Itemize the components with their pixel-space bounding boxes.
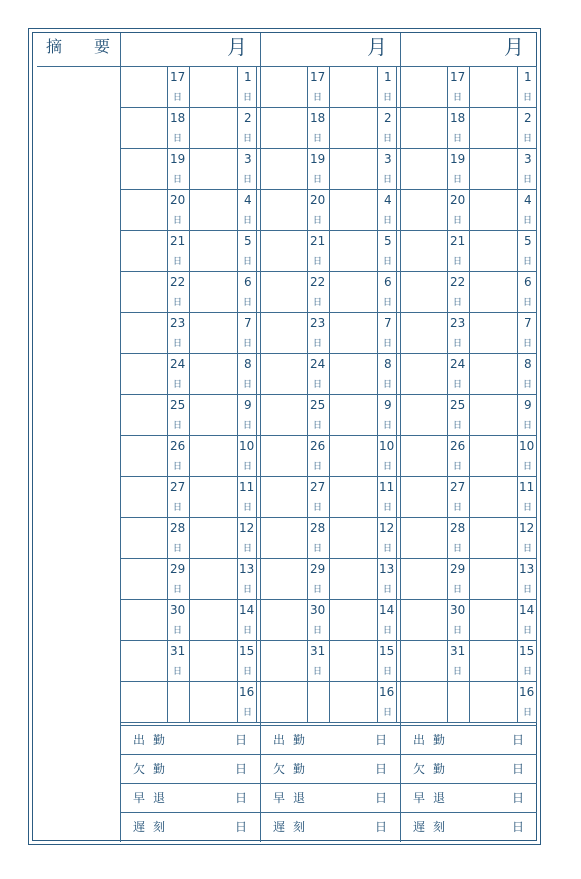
day-number: 20 (310, 193, 326, 207)
day-unit: 日 (383, 298, 393, 308)
day-number: 13 (379, 562, 395, 576)
day-unit: 日 (173, 626, 183, 636)
summary-row-rule (120, 754, 537, 755)
day-row-rule (400, 312, 537, 313)
day-row-rule (120, 640, 260, 641)
day-number: 10 (379, 439, 395, 453)
header-bottom-rule (37, 66, 537, 67)
summary-row-unit: 日 (512, 820, 525, 834)
day-number: 7 (244, 316, 252, 330)
day-unit: 日 (313, 298, 323, 308)
day-unit: 日 (523, 257, 533, 267)
day-number: 17 (170, 70, 186, 84)
day-number: 15 (379, 644, 395, 658)
day-unit: 日 (173, 585, 183, 595)
day-unit: 日 (313, 257, 323, 267)
day-unit: 日 (523, 462, 533, 472)
day-number: 6 (384, 275, 392, 289)
day-number: 25 (450, 398, 466, 412)
day-number: 27 (310, 480, 326, 494)
day-unit: 日 (383, 339, 393, 349)
day-unit: 日 (313, 216, 323, 226)
day-unit: 日 (383, 421, 393, 431)
day-number: 9 (244, 398, 252, 412)
day-number: 9 (384, 398, 392, 412)
day-unit: 日 (243, 380, 253, 390)
day-number: 4 (384, 193, 392, 207)
day-row-rule (400, 148, 537, 149)
day-row-rule (260, 230, 400, 231)
day-number: 5 (524, 234, 532, 248)
day-unit: 日 (523, 503, 533, 513)
day-row-rule (400, 394, 537, 395)
day-number: 21 (170, 234, 186, 248)
summary-row-label: 刻 (433, 820, 446, 834)
day-unit: 日 (453, 216, 463, 226)
day-unit: 日 (313, 585, 323, 595)
summary-row-unit: 日 (235, 791, 248, 805)
day-unit: 日 (453, 175, 463, 185)
summary-row-label: 刻 (153, 820, 166, 834)
day-row-rule (400, 558, 537, 559)
day-row-rule (120, 189, 260, 190)
day-row-rule (260, 517, 400, 518)
day-unit: 日 (243, 216, 253, 226)
day-number: 22 (170, 275, 186, 289)
summary-label-1: 摘 (46, 37, 63, 56)
day-unit: 日 (243, 503, 253, 513)
day-unit: 日 (173, 93, 183, 103)
day-row-rule (120, 394, 260, 395)
day-number: 11 (379, 480, 395, 494)
day-unit: 日 (523, 339, 533, 349)
day-number: 28 (170, 521, 186, 535)
day-number: 23 (450, 316, 466, 330)
day-number: 24 (450, 357, 466, 371)
day-row-rule (120, 353, 260, 354)
day-unit: 日 (383, 93, 393, 103)
day-number: 22 (450, 275, 466, 289)
day-number: 3 (384, 152, 392, 166)
day-unit: 日 (173, 175, 183, 185)
day-number: 29 (310, 562, 326, 576)
day-unit: 日 (453, 421, 463, 431)
summary-row-label: 遅 (133, 820, 146, 834)
day-number: 17 (310, 70, 326, 84)
day-number: 16 (379, 685, 395, 699)
day-number: 4 (524, 193, 532, 207)
day-number: 26 (310, 439, 326, 453)
day-number: 20 (450, 193, 466, 207)
day-unit: 日 (173, 134, 183, 144)
day-unit: 日 (383, 667, 393, 677)
day-number: 8 (524, 357, 532, 371)
day-unit: 日 (383, 134, 393, 144)
day-row-rule (400, 476, 537, 477)
day-row-rule (120, 312, 260, 313)
day-number: 26 (170, 439, 186, 453)
summary-row-label: 刻 (293, 820, 306, 834)
day-number: 24 (310, 357, 326, 371)
day-number: 19 (170, 152, 186, 166)
day-number: 11 (239, 480, 255, 494)
day-number: 10 (519, 439, 535, 453)
summary-row-label: 勤 (293, 762, 306, 776)
summary-row-unit: 日 (235, 733, 248, 747)
day-row-rule (400, 230, 537, 231)
summary-row-rule (120, 812, 537, 813)
summary-row-label: 出 (133, 733, 146, 747)
day-unit: 日 (383, 216, 393, 226)
day-unit: 日 (313, 93, 323, 103)
day-unit: 日 (243, 544, 253, 554)
day-row-rule (120, 476, 260, 477)
day-row-rule (400, 599, 537, 600)
day-number: 14 (379, 603, 395, 617)
day-number: 15 (239, 644, 255, 658)
day-number: 27 (170, 480, 186, 494)
month-label: 月 (227, 35, 247, 59)
day-row-rule (120, 107, 260, 108)
day-number: 5 (244, 234, 252, 248)
day-unit: 日 (313, 421, 323, 431)
day-unit: 日 (243, 175, 253, 185)
summary-row-label: 欠 (413, 762, 426, 776)
summary-column-rule (120, 33, 121, 842)
day-unit: 日 (383, 708, 393, 718)
day-number: 19 (310, 152, 326, 166)
day-unit: 日 (523, 585, 533, 595)
month-divider (260, 33, 261, 842)
summary-row-label: 勤 (153, 733, 166, 747)
day-unit: 日 (523, 544, 533, 554)
summary-row-label: 欠 (133, 762, 146, 776)
day-unit: 日 (243, 585, 253, 595)
day-number: 2 (244, 111, 252, 125)
day-number: 21 (310, 234, 326, 248)
day-unit: 日 (383, 503, 393, 513)
day-unit: 日 (383, 462, 393, 472)
day-row-rule (400, 640, 537, 641)
day-unit: 日 (453, 503, 463, 513)
day-unit: 日 (523, 175, 533, 185)
day-number: 8 (244, 357, 252, 371)
day-row-rule (260, 558, 400, 559)
day-unit: 日 (243, 257, 253, 267)
day-number: 8 (384, 357, 392, 371)
day-unit: 日 (453, 257, 463, 267)
day-row-rule (260, 640, 400, 641)
day-unit: 日 (243, 134, 253, 144)
day-number: 12 (519, 521, 535, 535)
summary-row-label: 早 (133, 791, 146, 805)
summary-row-label: 退 (433, 791, 446, 805)
day-number: 30 (310, 603, 326, 617)
day-unit: 日 (243, 462, 253, 472)
day-unit: 日 (453, 626, 463, 636)
day-number: 18 (310, 111, 326, 125)
summary-row-label: 早 (273, 791, 286, 805)
day-unit: 日 (453, 585, 463, 595)
day-number: 19 (450, 152, 466, 166)
day-number: 9 (524, 398, 532, 412)
summary-row-label: 欠 (273, 762, 286, 776)
day-number: 28 (310, 521, 326, 535)
summary-top-rule (120, 725, 537, 726)
day-number: 2 (524, 111, 532, 125)
day-number: 2 (384, 111, 392, 125)
day-row-rule (120, 599, 260, 600)
day-unit: 日 (383, 380, 393, 390)
day-number: 29 (170, 562, 186, 576)
day-number: 3 (244, 152, 252, 166)
day-unit: 日 (173, 216, 183, 226)
day-row-rule (400, 517, 537, 518)
day-unit: 日 (383, 585, 393, 595)
summary-row-label: 出 (413, 733, 426, 747)
month-label: 月 (367, 35, 387, 59)
day-unit: 日 (313, 503, 323, 513)
day-row-rule (260, 353, 400, 354)
day-number: 13 (239, 562, 255, 576)
day-unit: 日 (313, 544, 323, 554)
day-row-rule (120, 558, 260, 559)
day-unit: 日 (313, 626, 323, 636)
day-number: 12 (379, 521, 395, 535)
day-number: 31 (310, 644, 326, 658)
summary-row-label: 早 (413, 791, 426, 805)
day-number: 22 (310, 275, 326, 289)
day-row-rule (120, 148, 260, 149)
day-number: 1 (524, 70, 532, 84)
day-number: 16 (519, 685, 535, 699)
day-number: 14 (239, 603, 255, 617)
day-row-rule (260, 189, 400, 190)
day-number: 29 (450, 562, 466, 576)
day-number: 25 (170, 398, 186, 412)
summary-row-label: 退 (153, 791, 166, 805)
summary-label-2: 要 (94, 37, 111, 56)
day-unit: 日 (523, 216, 533, 226)
day-number: 1 (244, 70, 252, 84)
day-unit: 日 (523, 421, 533, 431)
summary-row-label: 勤 (153, 762, 166, 776)
day-number: 12 (239, 521, 255, 535)
day-number: 13 (519, 562, 535, 576)
day-unit: 日 (453, 544, 463, 554)
day-number: 25 (310, 398, 326, 412)
summary-row-unit: 日 (512, 762, 525, 776)
summary-row-label: 勤 (293, 733, 306, 747)
day-unit: 日 (523, 667, 533, 677)
day-row-rule (260, 435, 400, 436)
day-number: 4 (244, 193, 252, 207)
day-number: 14 (519, 603, 535, 617)
day-unit: 日 (313, 380, 323, 390)
day-unit: 日 (313, 462, 323, 472)
day-number: 18 (170, 111, 186, 125)
summary-row-label: 出 (273, 733, 286, 747)
day-number: 7 (524, 316, 532, 330)
day-number: 31 (450, 644, 466, 658)
day-row-rule (260, 312, 400, 313)
day-number: 6 (524, 275, 532, 289)
day-unit: 日 (383, 175, 393, 185)
day-unit: 日 (243, 298, 253, 308)
day-row-rule (400, 271, 537, 272)
day-unit: 日 (383, 544, 393, 554)
day-number: 20 (170, 193, 186, 207)
day-number: 18 (450, 111, 466, 125)
day-unit: 日 (313, 134, 323, 144)
day-unit: 日 (453, 298, 463, 308)
day-row-rule (400, 107, 537, 108)
day-number: 10 (239, 439, 255, 453)
summary-row-label: 退 (293, 791, 306, 805)
day-unit: 日 (173, 462, 183, 472)
day-unit: 日 (243, 421, 253, 431)
day-number: 5 (384, 234, 392, 248)
day-number: 16 (239, 685, 255, 699)
day-unit: 日 (453, 667, 463, 677)
day-unit: 日 (173, 421, 183, 431)
day-number: 11 (519, 480, 535, 494)
day-row-rule (120, 271, 260, 272)
day-row-rule (120, 230, 260, 231)
summary-row-label: 遅 (273, 820, 286, 834)
day-row-rule (260, 599, 400, 600)
day-row-rule (260, 394, 400, 395)
day-unit: 日 (243, 93, 253, 103)
day-unit: 日 (173, 339, 183, 349)
day-unit: 日 (523, 380, 533, 390)
day-unit: 日 (383, 626, 393, 636)
day-unit: 日 (243, 339, 253, 349)
day-unit: 日 (523, 134, 533, 144)
day-number: 15 (519, 644, 535, 658)
day-number: 3 (524, 152, 532, 166)
day-row-rule (260, 476, 400, 477)
day-number: 1 (384, 70, 392, 84)
day-number: 31 (170, 644, 186, 658)
day-unit: 日 (453, 462, 463, 472)
day-number: 27 (450, 480, 466, 494)
day-number: 28 (450, 521, 466, 535)
day-unit: 日 (173, 667, 183, 677)
summary-row-label: 勤 (433, 733, 446, 747)
day-number: 21 (450, 234, 466, 248)
day-unit: 日 (243, 626, 253, 636)
day-unit: 日 (453, 380, 463, 390)
day-unit: 日 (243, 708, 253, 718)
day-unit: 日 (383, 257, 393, 267)
day-row-rule (260, 107, 400, 108)
day-unit: 日 (523, 626, 533, 636)
day-number: 24 (170, 357, 186, 371)
day-unit: 日 (173, 257, 183, 267)
day-row-rule (400, 353, 537, 354)
day-unit: 日 (453, 93, 463, 103)
day-number: 30 (170, 603, 186, 617)
day-unit: 日 (173, 380, 183, 390)
day-unit: 日 (313, 339, 323, 349)
day-number: 23 (170, 316, 186, 330)
day-number: 30 (450, 603, 466, 617)
day-unit: 日 (173, 298, 183, 308)
day-unit: 日 (453, 339, 463, 349)
day-row-rule (260, 148, 400, 149)
day-row-rule (120, 435, 260, 436)
summary-top-rule (120, 722, 537, 723)
summary-row-label: 勤 (433, 762, 446, 776)
summary-row-unit: 日 (235, 820, 248, 834)
day-row-rule (400, 189, 537, 190)
summary-row-rule (120, 783, 537, 784)
summary-row-unit: 日 (375, 820, 388, 834)
summary-row-label: 遅 (413, 820, 426, 834)
summary-row-unit: 日 (235, 762, 248, 776)
month-label: 月 (504, 35, 524, 59)
day-unit: 日 (173, 503, 183, 513)
day-unit: 日 (523, 298, 533, 308)
day-row-rule (120, 517, 260, 518)
day-unit: 日 (173, 544, 183, 554)
day-row-rule (400, 435, 537, 436)
day-unit: 日 (243, 667, 253, 677)
day-unit: 日 (523, 708, 533, 718)
summary-row-unit: 日 (512, 733, 525, 747)
day-number: 7 (384, 316, 392, 330)
day-unit: 日 (313, 175, 323, 185)
day-number: 17 (450, 70, 466, 84)
day-row-rule (400, 681, 537, 682)
day-unit: 日 (453, 134, 463, 144)
day-number: 6 (244, 275, 252, 289)
day-row-rule (120, 681, 260, 682)
month-divider (400, 33, 401, 842)
day-unit: 日 (313, 667, 323, 677)
day-number: 23 (310, 316, 326, 330)
summary-row-unit: 日 (512, 791, 525, 805)
day-row-rule (260, 681, 400, 682)
summary-row-unit: 日 (375, 791, 388, 805)
day-unit: 日 (523, 93, 533, 103)
summary-row-unit: 日 (375, 762, 388, 776)
day-number: 26 (450, 439, 466, 453)
day-row-rule (260, 271, 400, 272)
summary-row-unit: 日 (375, 733, 388, 747)
